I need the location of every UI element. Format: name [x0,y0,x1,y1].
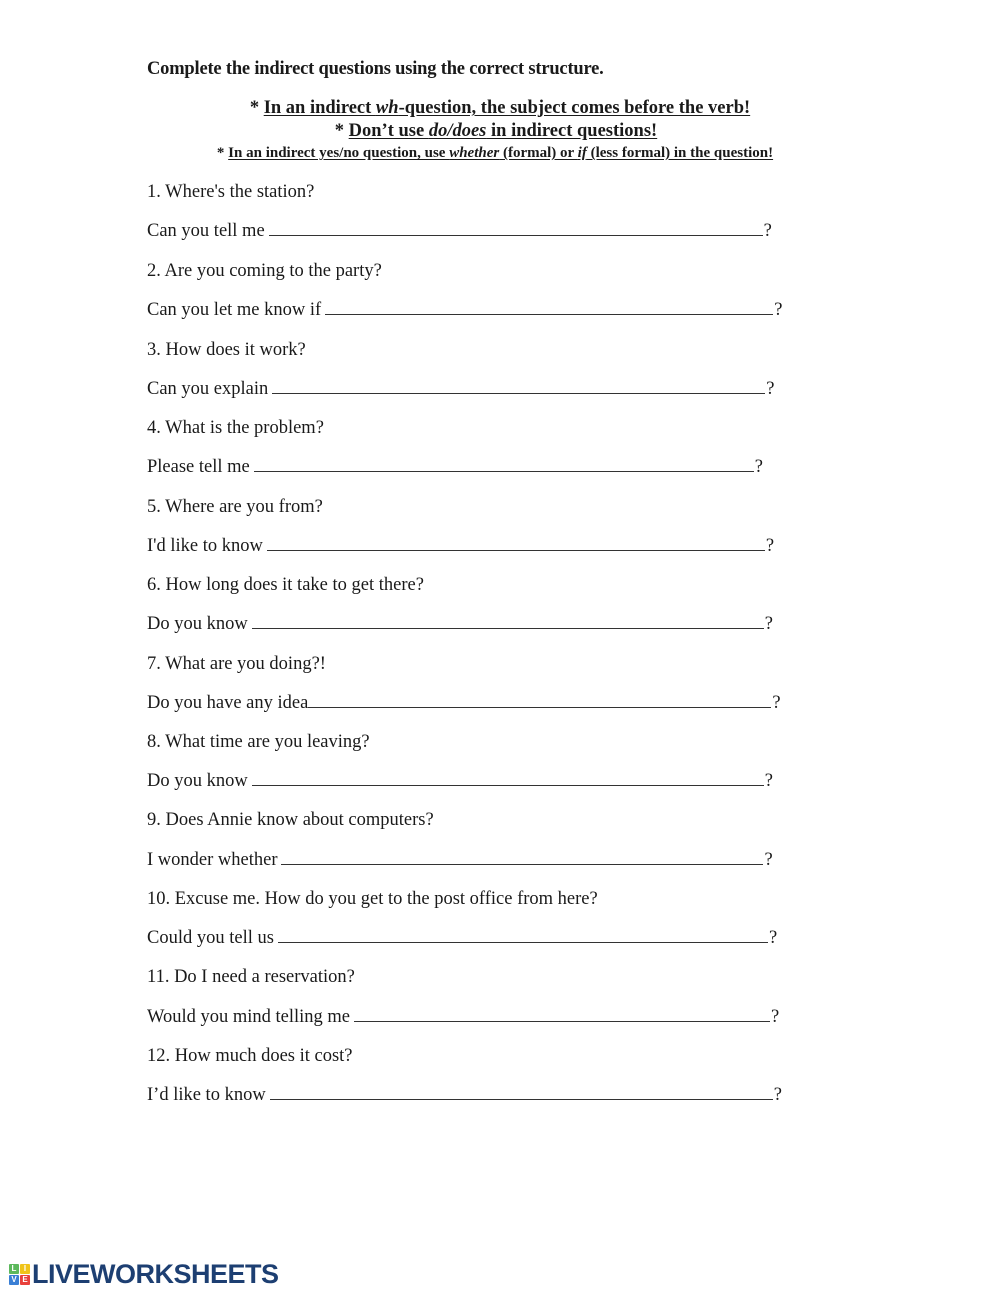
question-mark: ? [763,221,772,241]
worksheet-title: Complete the indirect questions using the correct structure. [147,59,604,79]
rule-part: -question, the subject comes before the verb! [398,98,751,118]
question-mark: ? [764,614,773,634]
question-mark: ? [773,1085,782,1105]
answer-row-1 [147,221,772,242]
question-mark: ? [766,379,775,399]
answer-row-2 [147,300,782,321]
answer-blank-12[interactable] [270,1085,773,1100]
answer-stem: Do you know [147,771,248,791]
rule-part-italic: do/does [428,121,487,141]
answer-blank-1[interactable] [269,221,763,236]
rule-part: in indirect questions! [486,121,658,141]
rule-text [349,121,487,141]
answer-blank-8[interactable] [252,771,764,786]
answer-blank-7[interactable] [308,693,771,708]
question-mark: ? [764,850,773,870]
logo-cell-l: L [9,1264,19,1274]
question-11: 11. Do I need a reservation? [147,967,355,987]
answer-row-10 [147,928,777,949]
liveworksheets-logo[interactable] [9,1260,279,1288]
rule-part: Don’t use [348,121,429,141]
question-8: 8. What time are you leaving? [147,732,370,752]
answer-blank-11[interactable] [354,1007,770,1022]
answer-row-8 [147,771,773,792]
logo-cell-e: E [20,1275,30,1285]
answer-blank-5[interactable] [267,536,765,551]
question-6: 6. How long does it take to get there? [147,575,424,595]
logo-cell-v: V [9,1275,19,1285]
rule-part: (less formal) in the question! [586,145,774,161]
answer-blank-10[interactable] [278,928,768,943]
answer-row-4 [147,457,763,478]
logo-cell-i: I [20,1264,30,1274]
question-7: 7. What are you doing?! [147,654,326,674]
answer-row-5 [147,536,774,557]
question-5: 5. Where are you from? [147,497,323,517]
rule-part: In an indirect [263,98,376,118]
logo-text: LIVEWORKSHEETS [32,1259,279,1289]
question-mark: ? [774,300,783,320]
question-4: 4. What is the problem? [147,418,324,438]
question-mark: ? [765,536,775,556]
rule-text [264,98,750,118]
answer-stem: Can you tell me [147,221,265,241]
rule-text [228,145,773,161]
question-10: 10. Excuse me. How do you get to the post office from here? [147,889,598,909]
answer-row-7 [147,693,781,714]
answer-blank-2[interactable] [325,300,773,315]
rule-part: In an indirect yes/no question, use [228,145,450,161]
question-9: 9. Does Annie know about computers? [147,810,434,830]
answer-stem: I wonder whether [147,850,278,870]
answer-stem: Please tell me [147,457,250,477]
rule-part-italic: if [577,145,587,161]
rule-2 [0,121,996,142]
rule-1 [0,98,1000,119]
answer-blank-9[interactable] [281,850,763,865]
rule-bullet: * [249,98,264,118]
question-12: 12. How much does it cost? [147,1046,353,1066]
question-3: 3. How does it work? [147,340,306,360]
rule-bullet: * [216,145,229,161]
question-mark: ? [764,771,773,791]
rule-3 [0,145,995,162]
question-1: 1. Where's the station? [147,182,315,202]
answer-stem: I’d like to know [147,1085,266,1105]
answer-stem: Do you know [147,614,248,634]
question-mark: ? [754,457,763,477]
rule-bullet: * [334,121,349,141]
answer-row-3 [147,379,774,400]
answer-stem: Would you mind telling me [147,1007,351,1027]
answer-stem: Could you tell us [147,928,274,948]
question-mark: ? [772,693,781,713]
rule-part-italic: whether [449,145,500,161]
answer-blank-6[interactable] [252,614,764,629]
question-2: 2. Are you coming to the party? [147,261,382,281]
answer-blank-4[interactable] [254,457,754,472]
answer-stem: Can you explain [147,379,269,399]
question-mark: ? [768,928,778,948]
answer-blank-3[interactable] [272,379,765,394]
answer-stem: I'd like to know [147,536,263,556]
rule-part-italic: wh [375,98,399,118]
answer-stem: Can you let me know if [147,300,322,320]
answer-row-6 [147,614,773,635]
question-mark: ? [771,1007,780,1027]
logo-grid-icon [9,1264,30,1285]
answer-row-11 [147,1007,779,1028]
answer-stem: Do you have any idea [147,693,309,713]
answer-row-12 [147,1085,782,1106]
rule-part: (formal) or [499,145,578,161]
answer-row-9 [147,850,773,871]
